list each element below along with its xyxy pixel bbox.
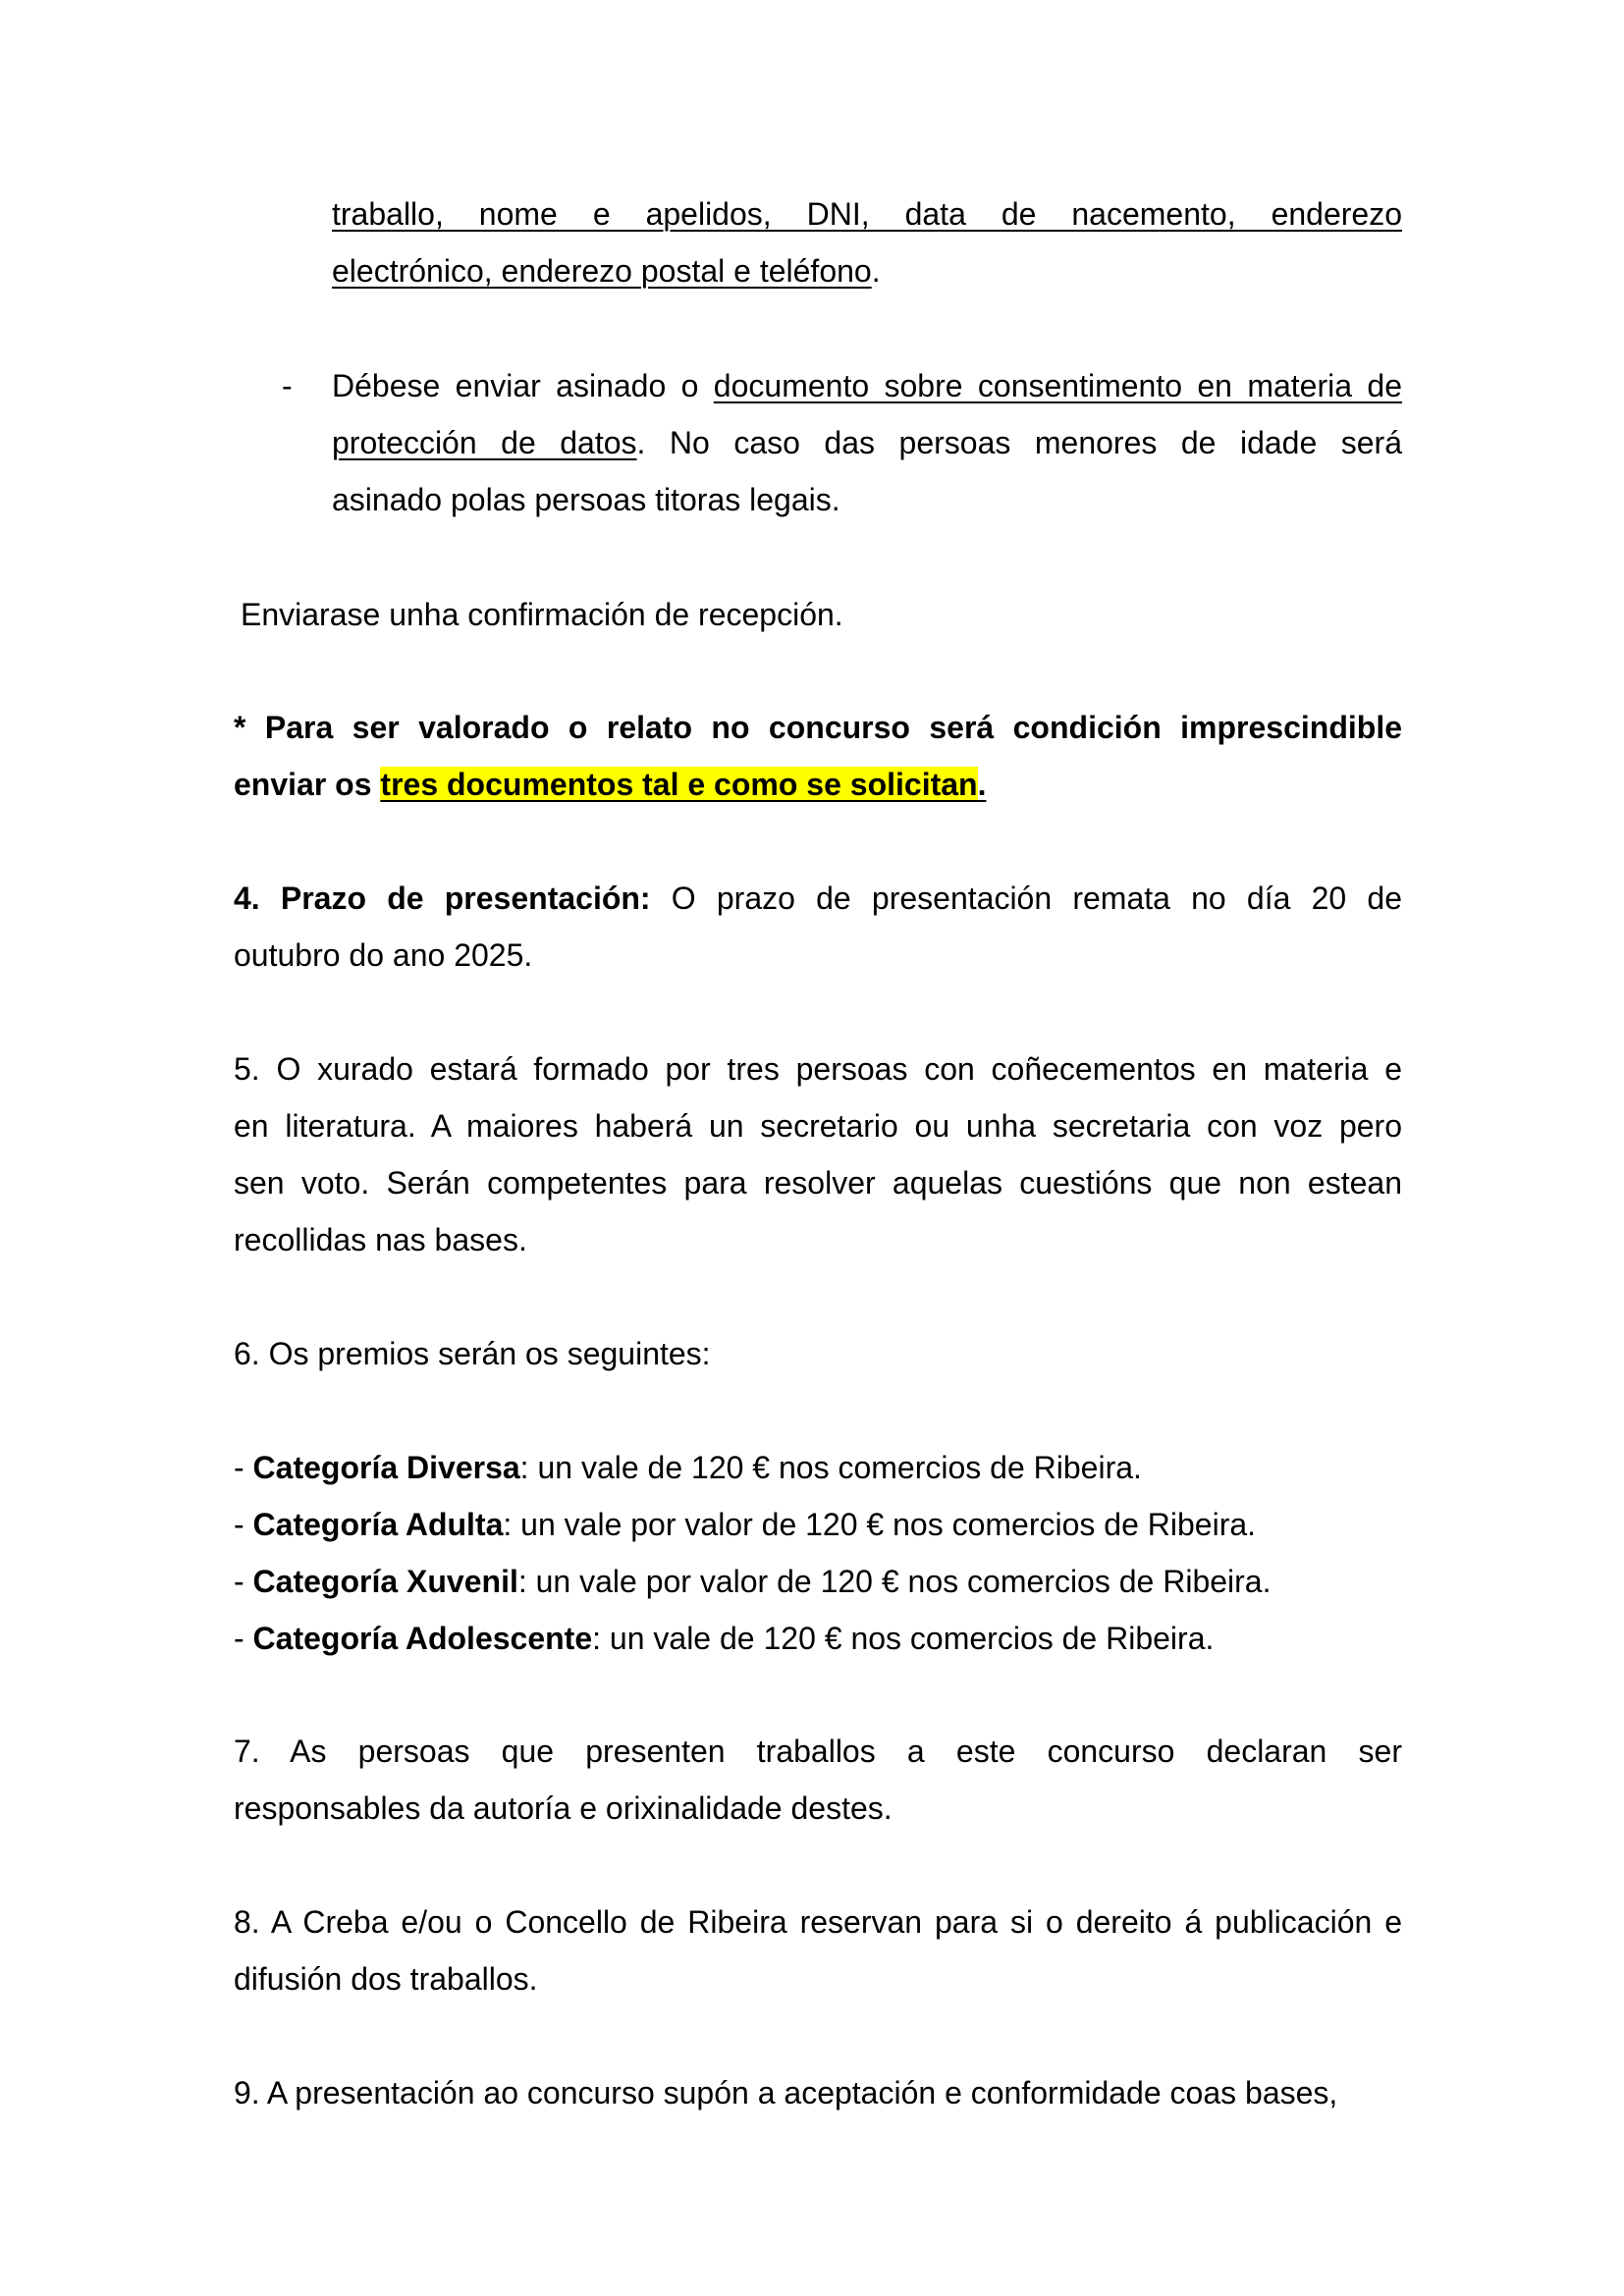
- item-continuation-line-2: [332, 251, 881, 291]
- section-8-line-2: difusión dos traballos.: [234, 1961, 538, 1997]
- underlined-text: electrónico, enderezo postal e teléfono: [332, 253, 872, 289]
- prize-description: : un vale por valor de 120 € nos comercios de Ribeira.: [503, 1507, 1257, 1542]
- note-line-1: * Para ser valorado o relato no concurso será condición imprescindible: [234, 710, 1402, 745]
- prize-item: [234, 1619, 1214, 1658]
- prize-description: : un vale de 120 € nos comercios de Ribeira.: [592, 1621, 1215, 1656]
- section-5-line-4: recollidas nas bases.: [234, 1222, 527, 1257]
- prize-category: Categoría Adulta: [252, 1507, 504, 1542]
- consent-line-2: [332, 423, 1402, 462]
- plain-text: enviar os: [234, 767, 381, 802]
- section-5-line-1: 5. O xurado estará formado por tres persoas con coñecementos en materia e: [234, 1051, 1402, 1087]
- prize-description: : un vale de 120 € nos comercios de Ribeira.: [519, 1450, 1142, 1485]
- section-6-intro: 6. Os premios serán os seguintes:: [234, 1336, 711, 1371]
- bullet-dash: -: [282, 368, 293, 403]
- item-continuation-line-1: [332, 194, 1402, 234]
- dash: -: [234, 1507, 253, 1542]
- prize-item: [234, 1505, 1256, 1544]
- plain-text: O prazo de presentación remata no día 20 de: [650, 881, 1402, 916]
- section-5-line-3: sen voto. Serán competentes para resolver aquelas cuestións que non estean: [234, 1165, 1402, 1201]
- section-5-line-2: en literatura. A maiores haberá un secretario ou unha secretaria con voz pero: [234, 1108, 1402, 1144]
- prize-category: Categoría Xuvenil: [252, 1564, 518, 1599]
- section-9-line-1: 9. A presentación ao concurso supón a aceptación e conformidade coas bases,: [234, 2075, 1338, 2110]
- plain-text: Débese enviar asinado o: [332, 368, 714, 403]
- plain-text: . No caso das persoas menores de idade será: [636, 425, 1403, 460]
- prize-category: Categoría Diversa: [252, 1450, 520, 1485]
- punctuation: .: [871, 253, 881, 289]
- confirmation-text: Enviarase unha confirmación de recepción.: [241, 597, 843, 632]
- underlined-text: traballo, nome e apelidos, DNI, data de nacemento, enderezo: [332, 196, 1402, 232]
- prize-category: Categoría Adolescente: [252, 1621, 593, 1656]
- prize-item: [234, 1562, 1271, 1601]
- dash: -: [234, 1450, 253, 1485]
- prize-item: [234, 1448, 1142, 1487]
- section-4-line-2: outubro do ano 2025.: [234, 937, 533, 973]
- consent-line-1: [332, 366, 1402, 405]
- punctuation: .: [977, 767, 987, 802]
- section-4-line-1: [234, 879, 1402, 918]
- dash: -: [234, 1564, 253, 1599]
- highlighted-requirement: tres documentos tal e como se solicitan: [380, 767, 978, 802]
- dash: -: [234, 1621, 253, 1656]
- section-4-label: 4. Prazo de presentación:: [234, 881, 651, 916]
- section-8-line-1: 8. A Creba e/ou o Concello de Ribeira reservan para si o dereito á publicación e: [234, 1904, 1402, 1940]
- consent-document-link-text: documento sobre consentimento en materia de: [713, 368, 1403, 403]
- section-7-line-1: 7. As persoas que presenten traballos a este concurso declaran ser: [234, 1734, 1402, 1769]
- section-7-line-2: responsables da autoría e orixinalidade destes.: [234, 1790, 893, 1826]
- consent-line-3: asinado polas persoas titoras legais.: [332, 482, 840, 517]
- prize-description: : un vale por valor de 120 € nos comercios de Ribeira.: [517, 1564, 1272, 1599]
- note-line-2: [234, 765, 986, 804]
- underlined-text: protección de datos: [332, 425, 637, 460]
